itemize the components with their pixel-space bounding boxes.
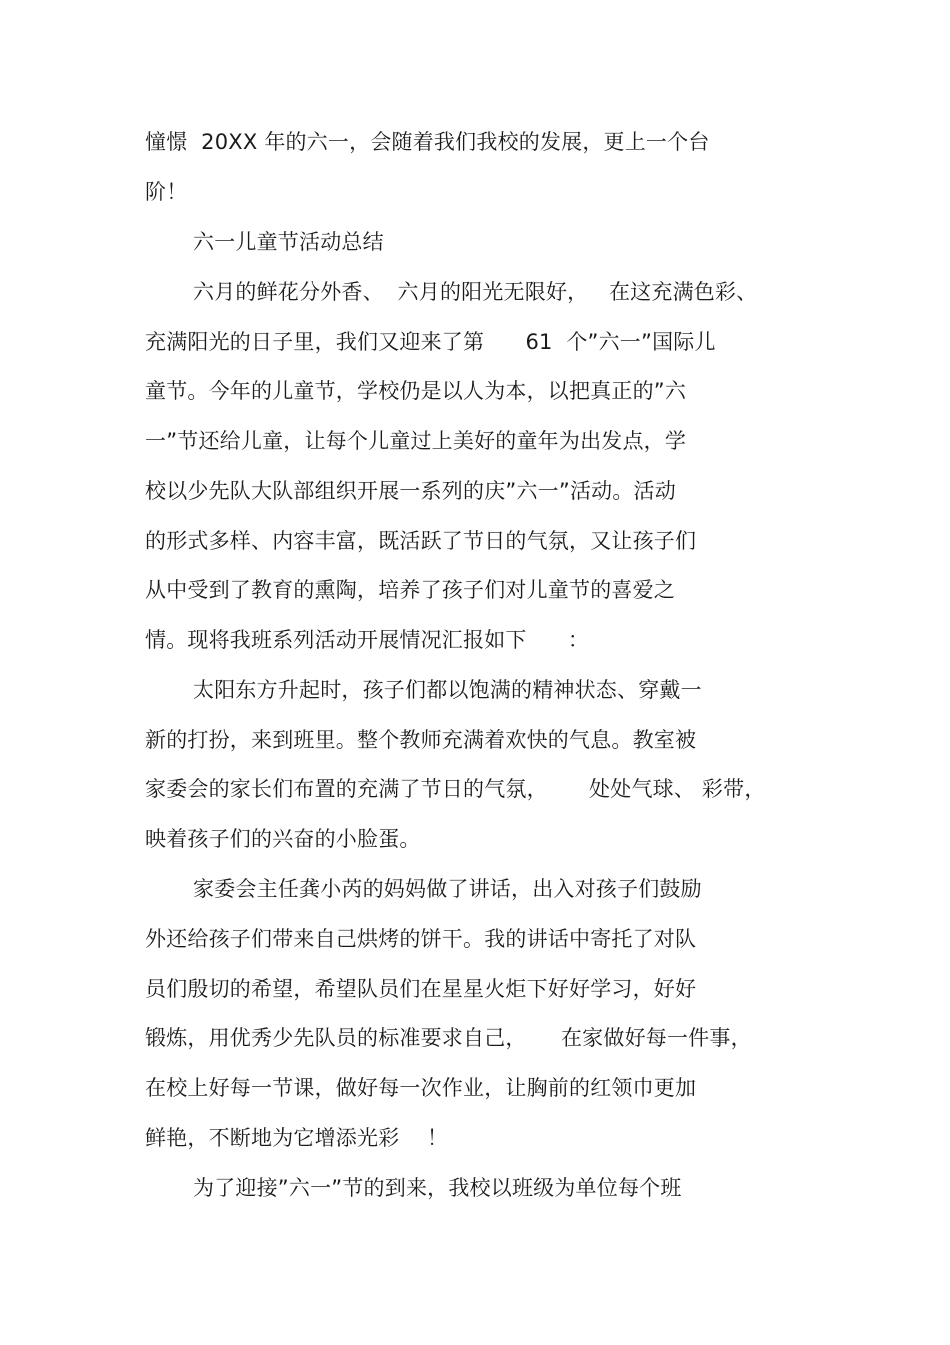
text-line: 为了迎接”六一”节的到来，我校以班级为单位每个班 xyxy=(193,1176,682,1200)
text-line: 憧憬 20XX 年的六一，会随着我们我校的发展，更上一个台 xyxy=(145,130,710,154)
text-line: 外还给孩子们带来自己烘烤的饼干。我的讲话中寄托了对队 xyxy=(145,927,697,951)
text-line: 新的打扮，来到班里。整个教师充满着欢快的气息。教室被 xyxy=(145,728,697,752)
text-line: 鲜艳，不断地为它增添光彩 ！ xyxy=(145,1126,449,1150)
text-line: 员们殷切的希望，希望队员们在星星火炬下好好学习，好好 xyxy=(145,977,697,1001)
text-line: 从中受到了教育的熏陶，培养了孩子们对儿童节的喜爱之 xyxy=(145,578,675,602)
text-line: 家委会的家长们布置的充满了节日的气氛， 处处气球、 彩带， xyxy=(145,777,766,801)
text-line: 一”节还给儿童，让每个儿童过上美好的童年为出发点，学 xyxy=(145,429,687,453)
text-line: 锻炼，用优秀少先队员的标准要求自己， 在家做好每一件事， xyxy=(145,1026,752,1050)
text-line: 校以少先队大队部组织开展一系列的庆”六一”活动。活动 xyxy=(145,479,676,503)
section-heading: 六一儿童节活动总结 xyxy=(193,230,384,254)
text-line: 家委会主任龚小芮的妈妈做了讲话，出入对孩子们鼓励 xyxy=(193,877,702,901)
text-line: 充满阳光的日子里，我们又迎来了第 61 个”六一”国际儿 xyxy=(145,330,716,354)
text-line: 映着孩子们的兴奋的小脸蛋。 xyxy=(145,827,421,851)
text-line: 在校上好每一节课，做好每一次作业，让胸前的红领巾更加 xyxy=(145,1076,697,1100)
text-line: 童节。今年的儿童节，学校仍是以人为本，以把真正的”六 xyxy=(145,379,687,403)
text-line: 情。现将我班系列活动开展情况汇报如下 ： xyxy=(145,628,590,652)
text-line: 的形式多样、内容丰富，既活跃了节日的气氛，又让孩子们 xyxy=(145,529,697,553)
text-line: 太阳东方升起时，孩子们都以饱满的精神状态、穿戴一 xyxy=(193,678,702,702)
text-line: 阶！ xyxy=(145,180,188,204)
text-line: 六月的鲜花分外香、 六月的阳光无限好， 在这充满色彩、 xyxy=(193,280,758,304)
